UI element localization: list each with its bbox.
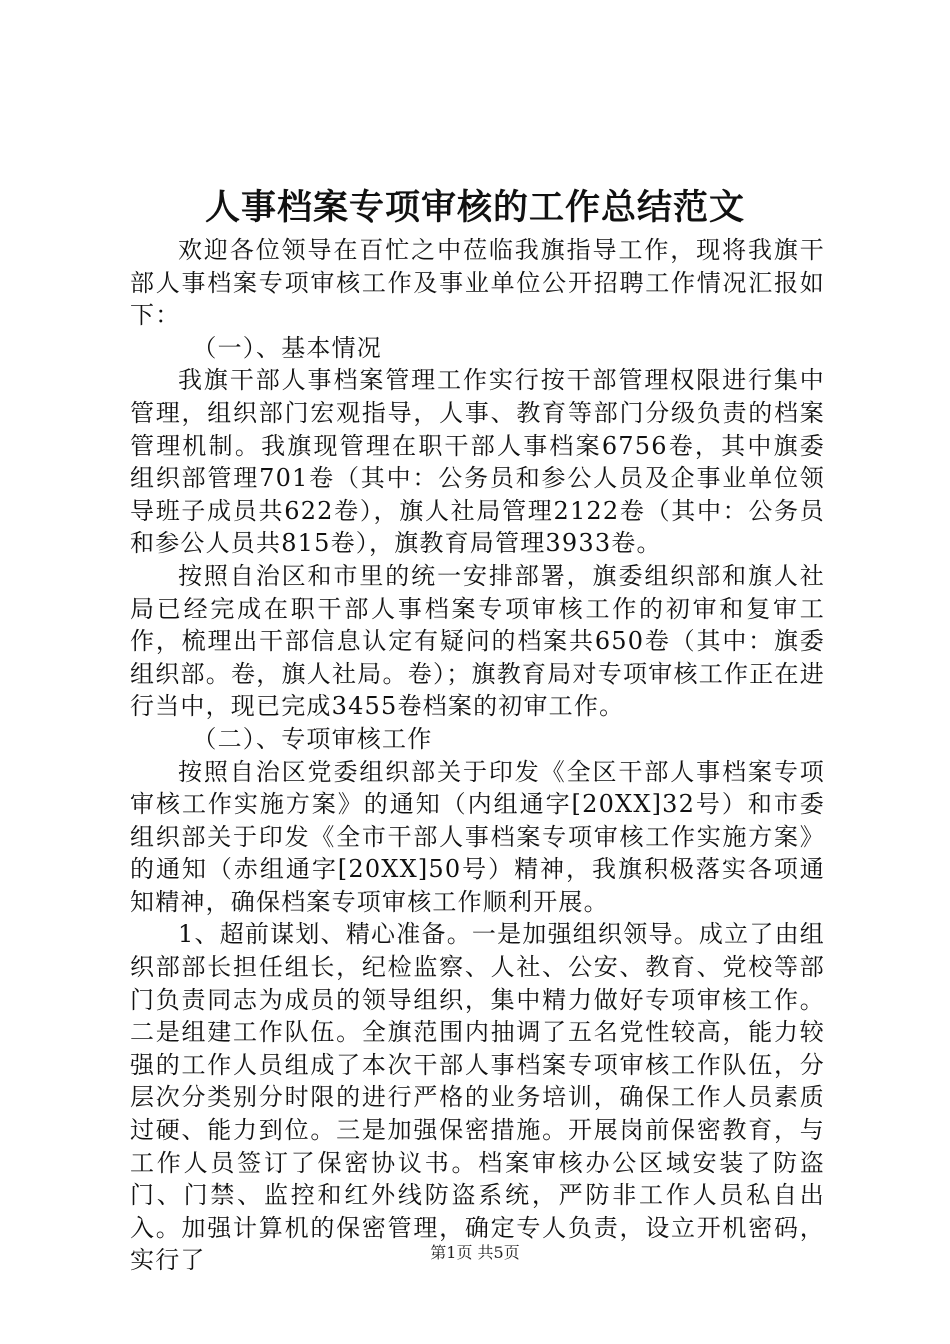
document-title: 人事档案专项审核的工作总结范文 — [204, 187, 745, 228]
paragraph-review-progress: 按照自治区和市里的统一安排部署，旗委组织部和旗人社局已经完成在职干部人事档案专项审核工作的初审和复审工作，梳理出干部信息认定有疑问的档案共650卷（其中：旗委组织部。卷，旗人社局。卷）；旗教育局对专项审核工作正在进行当中，现已完成3455卷档案的初审工作。 — [130, 561, 825, 721]
section-heading-basic: （一）、基本情况 — [192, 333, 382, 362]
page-number-footer: 第1页 共5页 — [430, 1243, 520, 1262]
document-body — [130, 234, 825, 1277]
paragraph-management: 我旗干部人事档案管理工作实行按干部管理权限进行集中管理，组织部门宏观指导，人事、教育等部门分级负责的档案管理机制。我旗现管理在职干部人事档案6756卷，其中旗委组织部管理701卷（其中：公务员和参公人员及企事业单位领导班子成员共622卷），旗人社局管理2122卷（其中：公务员和参公人员共815卷），旗教育局管理3933卷。 — [130, 366, 825, 558]
section-heading-special-review: （二）、专项审核工作 — [192, 724, 433, 753]
paragraph-notice: 按照自治区党委组织部关于印发《全区干部人事档案专项审核工作实施方案》的通知（内组通字[20XX]32号）和市委组织部关于印发《全市干部人事档案专项审核工作实施方案》的通知（赤组通字[20XX]50号）精神，我旗积极落实各项通知精神，确保档案专项审核工作顺利开展。 — [130, 757, 825, 916]
paragraph-intro: 欢迎各位领导在百忙之中莅临我旗指导工作，现将我旗干部人事档案专项审核工作及事业单位公开招聘工作情况汇报如下： — [130, 236, 825, 330]
paragraph-preparation: 1、超前谋划、精心准备。一是加强组织领导。成立了由组织部部长担任组长，纪检监察、人社、公安、教育、党校等部门负责同志为成员的领导组织，集中精力做好专项审核工作。二是组建工作队伍。全旗范围内抽调了五名党性较高，能力较强的工作人员组成了本次干部人事档案专项审核工作队伍，分层次分类别分时限的进行严格的业务培训，确保工作人员素质过硬、能力到位。三是加强保密措施。开展岗前保密教育，与工作人员签订了保密协议书。档案审核办公区域安装了防盗门、门禁、监控和红外线防盗系统，严防非工作人员私自出入。加强计算机的保密管理，确定专人负责，设立开机密码，实行了 — [130, 920, 825, 1275]
